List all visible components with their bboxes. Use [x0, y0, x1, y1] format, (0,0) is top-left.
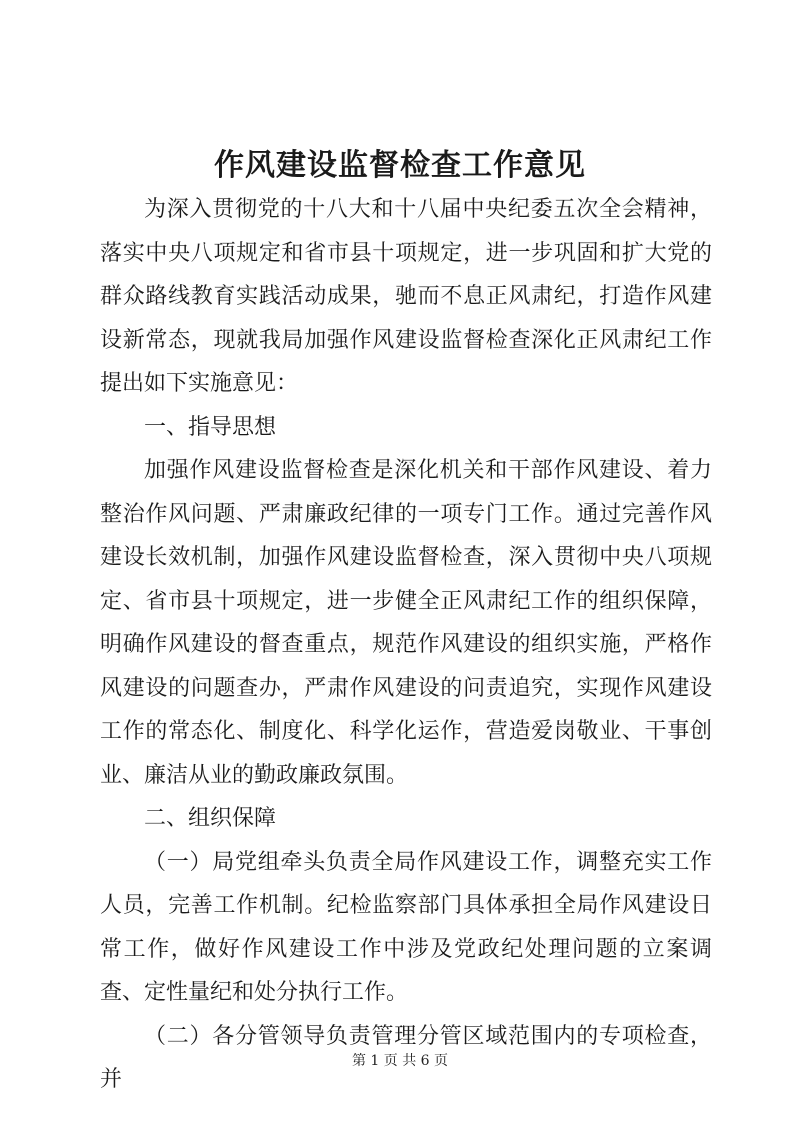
document-title: 作风建设监督检查工作意见	[214, 148, 586, 183]
page-number-footer: 第 1 页 共 6 页	[351, 1053, 449, 1069]
section-heading-guiding-ideology: 一、指导思想	[144, 414, 277, 440]
intro-paragraph: 为深入贯彻党的十八大和十八届中央纪委五次全会精神，落实中央八项规定和省市县十项规定，进一步巩固和扩大党的群众路线教育实践活动成果，驰而不息正风肃纪，打造作风建设新常态，现就我局加强作风建设监督检查深化正风肃纪工作提出如下实施意见：	[100, 197, 712, 396]
guiding-ideology-paragraph: 加强作风建设监督检查是深化机关和干部作风建设、着力整治作风问题、严肃廉政纪律的一项专门工作。通过完善作风建设长效机制，加强作风建设监督检查，深入贯彻中央八项规定、省市县十项规定，进一步健全正风肃纪工作的组织保障，明确作风建设的督查重点，规范作风建设的组织实施，严格作风建设的问题查办，严肃作风建设的问责追究，实现作风建设工作的常态化、制度化、科学化运作，营造爱岗敬业、干事创业、廉洁从业的勤政廉政氛围。	[100, 458, 712, 788]
organization-item-2: （二）各分管领导负责管理分管区域范围内的专项检查，并	[100, 1023, 712, 1092]
document-body	[100, 188, 712, 1102]
organization-item-1: （一）局党组牵头负责全局作风建设工作，调整充实工作人员，完善工作机制。纪检监察部门具体承担全局作风建设日常工作，做好作风建设工作中涉及党政纪处理问题的立案调查、定性量纪和处分执行工作。	[100, 849, 712, 1005]
section-heading-organization: 二、组织保障	[144, 806, 277, 831]
